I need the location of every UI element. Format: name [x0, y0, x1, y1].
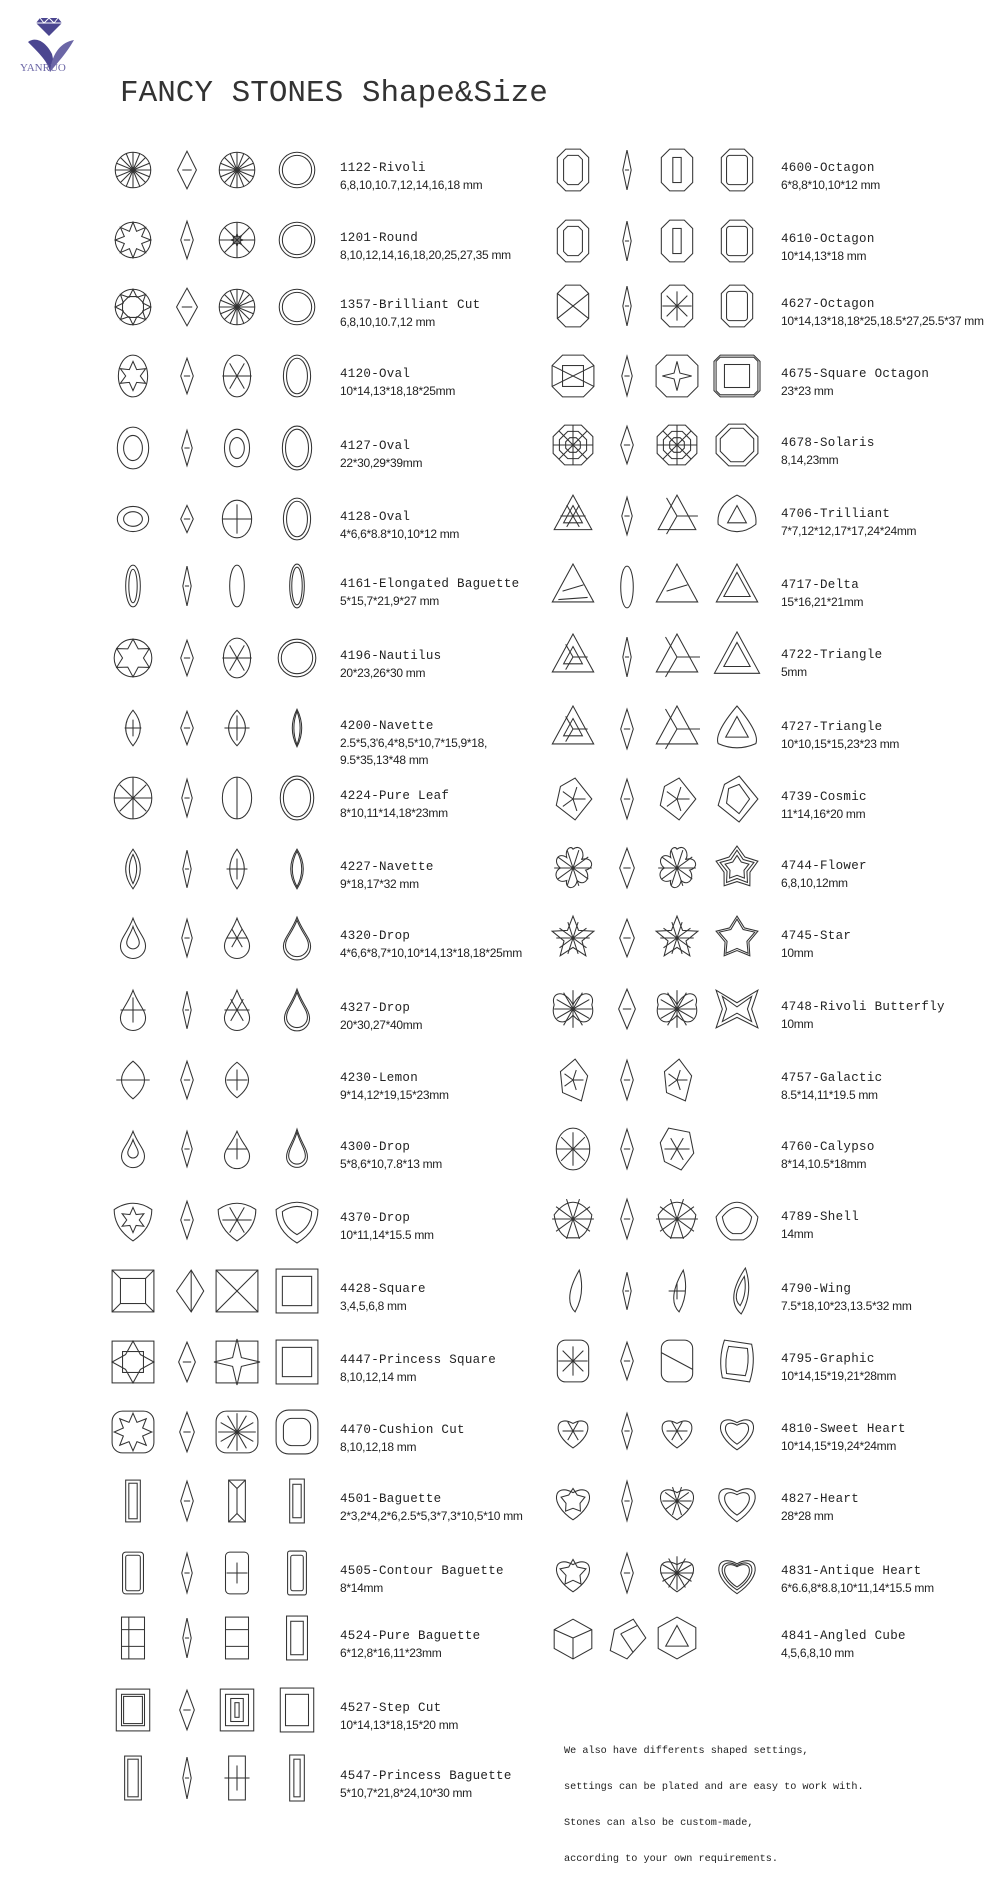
shell-top-view-icon [550, 1196, 596, 1242]
stone-sizes: 7.5*18,10*23,13.5*32 mm [781, 1299, 912, 1313]
stone-row [0, 428, 1000, 498]
square-octagon-setting-icon [714, 353, 760, 399]
stone-sizes: 10*14,13*18,18*25mm [340, 384, 456, 398]
stone-sizes: 10*10,15*15,23*23 mm [781, 737, 900, 751]
triangle-setting-icon [714, 634, 760, 680]
brand-logo-text: YANRUO [20, 62, 66, 74]
triangle-top-view-icon [550, 634, 596, 680]
stone-sizes: 10*14,15*19,21*28mm [781, 1369, 897, 1383]
stone-name: 4739-Cosmic [781, 790, 867, 804]
stone-row [0, 153, 1000, 223]
shell-setting-icon [714, 1196, 760, 1242]
stone-sizes: 10*14,13*18 mm [781, 249, 867, 263]
stone-name: 4841-Angled Cube [781, 1629, 906, 1643]
sweet-heart-top-view-icon [550, 1408, 596, 1454]
stone-sizes: 15*16,21*21mm [781, 595, 864, 609]
stone-sizes: 9*18,17*32 mm [340, 877, 419, 891]
triangle-rounded-top-view-icon [550, 706, 596, 752]
stone-sizes-continued: 9.5*35,13*48 mm [340, 753, 429, 767]
heart-side-view-icon [604, 1478, 650, 1524]
octagon-x-setting-icon [714, 283, 760, 329]
cosmic-side-view-icon [604, 776, 650, 822]
stone-name: 4717-Delta [781, 578, 860, 592]
stone-name: 4827-Heart [781, 1492, 860, 1506]
stone-name: 4227-Navette [340, 860, 434, 874]
stone-name: 4675-Square Octagon [781, 367, 930, 381]
stone-name: 4120-Oval [340, 367, 411, 381]
stone-row [0, 1556, 1000, 1626]
solaris-bottom-view-icon [654, 422, 700, 468]
stone-name: 4790-Wing [781, 1282, 852, 1296]
stone-sizes: 10*14,13*18,15*20 mm [340, 1718, 459, 1732]
trilliant-bottom-view-icon [654, 493, 700, 539]
stone-name: 4748-Rivoli Butterfly [781, 1000, 945, 1014]
stone-name: 4428-Square [340, 1282, 426, 1296]
stone-name: 4447-Princess Square [340, 1353, 497, 1367]
stone-sizes: 6,8,10,12mm [781, 876, 848, 890]
stone-name: 4327-Drop [340, 1001, 411, 1015]
stone-sizes: 6*8,8*10,10*12 mm [781, 178, 880, 192]
stone-name: 4300-Drop [340, 1140, 411, 1154]
star-bottom-view-icon [654, 915, 700, 961]
stone-sizes: 5*15,7*21,9*27 mm [340, 594, 439, 608]
stone-sizes: 6,8,10,10.7,12,14,16,18 mm [340, 178, 483, 192]
trilliant-top-view-icon [550, 493, 596, 539]
square-octagon-bottom-view-icon [654, 353, 700, 399]
star-top-view-icon [550, 915, 596, 961]
stone-name: 4795-Graphic [781, 1352, 875, 1366]
stone-sizes: 23*23 mm [781, 384, 834, 398]
stone-name: 4527-Step Cut [340, 1701, 442, 1715]
note-line: settings can be plated and are easy to work with. [564, 1782, 864, 1793]
angled-cube-top-view-icon [550, 1615, 596, 1661]
wing-side-view-icon [604, 1268, 650, 1314]
stone-row [0, 851, 1000, 921]
step-cut-top-view-icon [110, 1687, 156, 1733]
trilliant-side-view-icon [604, 493, 650, 539]
butterfly-top-view-icon [550, 986, 596, 1032]
stone-row [0, 1414, 1000, 1484]
stone-sizes: 3,4,5,6,8 mm [340, 1299, 407, 1313]
settings-note [564, 1722, 864, 1878]
stone-sizes: 2*3,2*4,2*6,2.5*5,3*7,3*10,5*10 mm [340, 1509, 523, 1523]
stone-sizes: 4*6,6*8,7*10,10*14,13*18,18*25mm [340, 946, 522, 960]
square-octagon-top-view-icon [550, 353, 596, 399]
wing-setting-icon [714, 1268, 760, 1314]
angled-cube-bottom-view-icon [654, 1615, 700, 1661]
star-setting-icon [714, 915, 760, 961]
antique-heart-top-view-icon [550, 1550, 596, 1596]
butterfly-side-view-icon [604, 986, 650, 1032]
stone-name: 4745-Star [781, 929, 852, 943]
stone-sizes: 11*14,16*20 mm [781, 807, 866, 821]
delta-setting-icon [714, 564, 760, 610]
graphic-top-view-icon [550, 1338, 596, 1384]
stone-name: 4610-Octagon [781, 232, 875, 246]
stone-sizes: 5*8,6*10,7.8*13 mm [340, 1157, 443, 1171]
stone-name: 4505-Contour Baguette [340, 1564, 504, 1578]
octagon-x-side-view-icon [604, 283, 650, 329]
sweet-heart-bottom-view-icon [654, 1408, 700, 1454]
stone-sizes: 10*11,14*15.5 mm [340, 1228, 434, 1242]
graphic-setting-icon [714, 1338, 760, 1384]
stone-sizes: 28*28 mm [781, 1509, 834, 1523]
stone-name: 4600-Octagon [781, 161, 875, 175]
stone-name: 4627-Octagon [781, 297, 875, 311]
octagon-bottom-view-icon [654, 147, 700, 193]
stone-name: 4706-Trilliant [781, 507, 891, 521]
stone-name: 4760-Calypso [781, 1140, 875, 1154]
flower-side-view-icon [604, 845, 650, 891]
stone-row [0, 782, 1000, 852]
stone-name: 4722-Triangle [781, 648, 883, 662]
stone-name: 4810-Sweet Heart [781, 1422, 906, 1436]
stone-sizes: 8,10,12,14,16,18,20,25,27,35 mm [340, 248, 511, 262]
sweet-heart-setting-icon [714, 1408, 760, 1454]
stone-name: 4161-Elongated Baguette [340, 577, 520, 591]
triangle-rounded-bottom-view-icon [654, 706, 700, 752]
octagon-side-view-icon [604, 218, 650, 264]
stone-name: 4547-Princess Baguette [340, 1769, 512, 1783]
step-cut-setting-icon [274, 1687, 320, 1733]
stone-sizes: 22*30,29*39mm [340, 456, 423, 470]
galactic-top-view-icon [550, 1057, 596, 1103]
cosmic-setting-icon [714, 776, 760, 822]
galactic-bottom-view-icon [654, 1057, 700, 1103]
octagon-setting-icon [714, 147, 760, 193]
cosmic-top-view-icon [550, 776, 596, 822]
stone-name: 1122-Rivoli [340, 161, 426, 175]
triangle-bottom-view-icon [654, 634, 700, 680]
antique-heart-bottom-view-icon [654, 1550, 700, 1596]
stone-row [0, 1344, 1000, 1414]
antique-heart-side-view-icon [604, 1550, 650, 1596]
stone-row [0, 992, 1000, 1062]
calypso-bottom-view-icon [654, 1126, 700, 1172]
stone-sizes: 8,10,12,14 mm [340, 1370, 417, 1384]
stone-name: 4744-Flower [781, 859, 867, 873]
stone-sizes: 10*14,13*18,18*25,18.5*27,25.5*37 mm [781, 314, 984, 328]
stone-sizes: 20*30,27*40mm [340, 1018, 423, 1032]
trilliant-setting-icon [714, 493, 760, 539]
wing-bottom-view-icon [654, 1268, 700, 1314]
stone-sizes: 8*10,11*14,18*23mm [340, 806, 448, 820]
solaris-setting-icon [714, 422, 760, 468]
octagon-x-bottom-view-icon [654, 283, 700, 329]
note-line: We also have differents shaped settings, [564, 1746, 809, 1757]
octagon-x-top-view-icon [550, 283, 596, 329]
cosmic-bottom-view-icon [654, 776, 700, 822]
stone-name: 4370-Drop [340, 1211, 411, 1225]
delta-side-view-icon [604, 564, 650, 610]
princess-baguette-top-view-icon [110, 1755, 156, 1801]
stone-sizes: 6,8,10,10.7,12 mm [340, 315, 435, 329]
square-octagon-side-view-icon [604, 353, 650, 399]
antique-heart-setting-icon [714, 1550, 760, 1596]
stone-name: 4320-Drop [340, 929, 411, 943]
stone-name: 4789-Shell [781, 1210, 860, 1224]
princess-baguette-side-view-icon [164, 1755, 210, 1801]
stone-sizes: 14mm [781, 1227, 814, 1241]
stone-sizes: 9*14,12*19,15*23mm [340, 1088, 449, 1102]
stone-sizes: 6*12,8*16,11*23mm [340, 1646, 442, 1660]
octagon-bottom-view-icon [654, 218, 700, 264]
note-line: according to your own requirements. [564, 1854, 778, 1865]
stone-sizes: 20*23,26*30 mm [340, 666, 426, 680]
octagon-top-view-icon [550, 147, 596, 193]
angled-cube-side-view-icon [604, 1615, 650, 1661]
stone-sizes: 10mm [781, 1017, 814, 1031]
stone-sizes: 10*14,15*19,24*24mm [781, 1439, 897, 1453]
butterfly-bottom-view-icon [654, 986, 700, 1032]
delta-top-view-icon [550, 564, 596, 610]
graphic-side-view-icon [604, 1338, 650, 1384]
stone-name: 4127-Oval [340, 439, 411, 453]
stone-row [0, 1202, 1000, 1272]
stone-sizes: 8.5*14,11*19.5 mm [781, 1088, 878, 1102]
princess-baguette-setting-icon [274, 1755, 320, 1801]
solaris-side-view-icon [604, 422, 650, 468]
stone-name: 1201-Round [340, 231, 419, 245]
flower-bottom-view-icon [654, 845, 700, 891]
stone-name: 4831-Antique Heart [781, 1564, 922, 1578]
stone-sizes: 7*7,12*12,17*17,24*24mm [781, 524, 917, 538]
stone-row [0, 359, 1000, 429]
note-line: Stones can also be custom-made, [564, 1818, 754, 1829]
shell-bottom-view-icon [654, 1196, 700, 1242]
step-cut-side-view-icon [164, 1687, 210, 1733]
stone-sizes: 8,10,12,18 mm [340, 1440, 417, 1454]
stone-row [0, 1063, 1000, 1133]
stone-sizes: 8*14mm [340, 1581, 383, 1595]
triangle-rounded-setting-icon [714, 706, 760, 752]
stone-row [0, 1132, 1000, 1202]
stone-sizes: 8*14,10.5*18mm [781, 1157, 867, 1171]
flower-setting-icon [714, 845, 760, 891]
octagon-setting-icon [714, 218, 760, 264]
stone-row [0, 289, 1000, 359]
stone-name: 4230-Lemon [340, 1071, 419, 1085]
stone-row [0, 224, 1000, 294]
step-cut-bottom-view-icon [214, 1687, 260, 1733]
triangle-rounded-side-view-icon [604, 706, 650, 752]
heart-top-view-icon [550, 1478, 596, 1524]
calypso-side-view-icon [604, 1126, 650, 1172]
stone-sizes: 2.5*5,3'6,4*8,5*10,7*15,9*18, [340, 736, 488, 750]
octagon-top-view-icon [550, 218, 596, 264]
stone-row [0, 499, 1000, 569]
stone-name: 1357-Brilliant Cut [340, 298, 481, 312]
octagon-side-view-icon [604, 147, 650, 193]
shell-side-view-icon [604, 1196, 650, 1242]
solaris-top-view-icon [550, 422, 596, 468]
stone-name: 4470-Cushion Cut [340, 1423, 465, 1437]
stone-name: 4501-Baguette [340, 1492, 442, 1506]
page-title: FANCY STONES Shape&Size [120, 76, 548, 111]
sweet-heart-side-view-icon [604, 1408, 650, 1454]
stone-row [0, 921, 1000, 991]
calypso-top-view-icon [550, 1126, 596, 1172]
heart-setting-icon [714, 1478, 760, 1524]
butterfly-setting-icon [714, 986, 760, 1032]
stone-sizes: 6*6.6,8*8.8,10*11,14*15.5 mm [781, 1581, 934, 1595]
stone-row [0, 640, 1000, 710]
stone-name: 4678-Solaris [781, 436, 875, 450]
stone-sizes: 5mm [781, 665, 807, 679]
stone-row [0, 1484, 1000, 1554]
stone-name: 4524-Pure Baguette [340, 1629, 481, 1643]
stone-row [0, 570, 1000, 640]
stone-sizes: 5*10,7*21,8*24,10*30 mm [340, 1786, 472, 1800]
stone-sizes: 8,14,23mm [781, 453, 839, 467]
stone-row [0, 1274, 1000, 1344]
stone-row [0, 1621, 1000, 1691]
galactic-side-view-icon [604, 1057, 650, 1103]
triangle-side-view-icon [604, 634, 650, 680]
stone-sizes: 4*6,6*8.8*10,10*12 mm [340, 527, 460, 541]
star-side-view-icon [604, 915, 650, 961]
stone-name: 4128-Oval [340, 510, 411, 524]
heart-bottom-view-icon [654, 1478, 700, 1524]
stone-sizes: 4,5,6,8,10 mm [781, 1646, 854, 1660]
stone-sizes: 10mm [781, 946, 814, 960]
stone-name: 4196-Nautilus [340, 649, 442, 663]
delta-bottom-view-icon [654, 564, 700, 610]
stone-name: 4727-Triangle [781, 720, 883, 734]
stone-name: 4224-Pure Leaf [340, 789, 450, 803]
stone-name: 4757-Galactic [781, 1071, 883, 1085]
wing-top-view-icon [550, 1268, 596, 1314]
stone-name: 4200-Navette [340, 719, 434, 733]
graphic-bottom-view-icon [654, 1338, 700, 1384]
princess-baguette-bottom-view-icon [214, 1755, 260, 1801]
flower-top-view-icon [550, 845, 596, 891]
stone-row [0, 712, 1000, 782]
